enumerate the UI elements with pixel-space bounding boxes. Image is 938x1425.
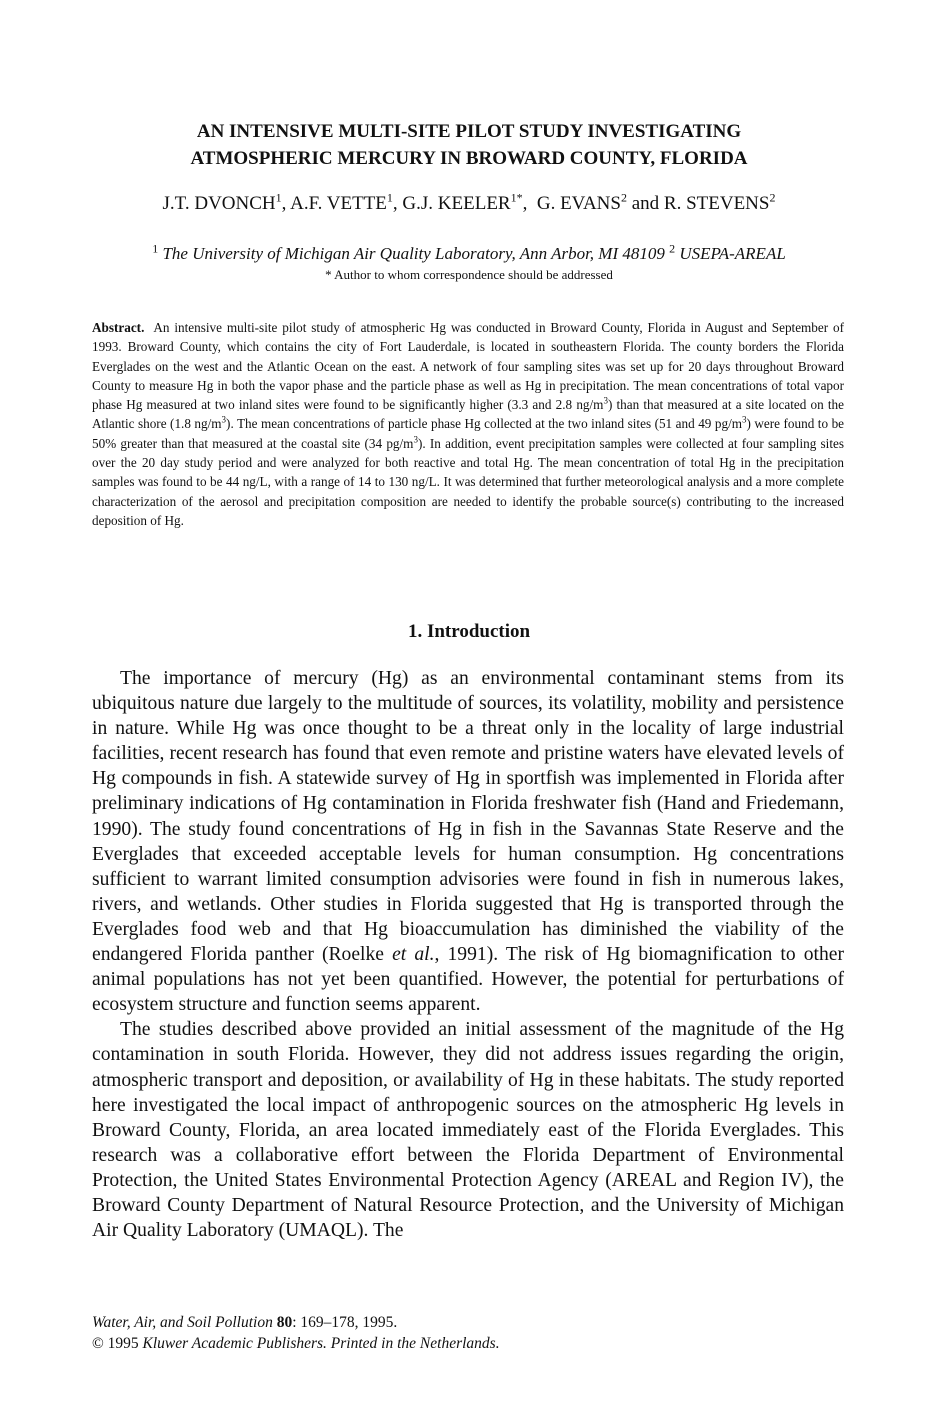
journal-name: Water, Air, and Soil Pollution xyxy=(92,1314,273,1331)
copyright-year: © 1995 xyxy=(92,1335,139,1352)
abstract xyxy=(92,318,844,530)
citation-etal: et al. xyxy=(392,944,435,966)
title-line-2: ATMOSPHERIC MERCURY IN BROWARD COUNTY, FLORIDA xyxy=(190,148,748,169)
author-affil-marker: 2 xyxy=(769,190,776,205)
affiliations xyxy=(60,243,878,265)
superscript: 3 xyxy=(221,415,227,426)
paragraph-text: The importance of mercury (Hg) as an environmental contaminant stems from its ubiquitous nature due largely to the multitude of sources, its volatility, mobility and persistence in nature. While Hg was once thought to be a threat only in the locality of large industrial facilities, recent research has found that even remote and pristine waters have elevated levels of Hg compounds in fish. A statewide survey of Hg in sportfish was implemented in Florida after preliminary indications of Hg contamination in Florida freshwater fish (Hand and Friedemann, 1990). The study found concentrations of Hg in fish in the Savannas State Reserve and the Everglades that exceeded acceptable levels for human consumption. Hg concentrations sufficient to warrant limited consumption advisories were found in fish in numerous lakes, rivers, and wetlands. Other studies in Florida suggested that Hg is transported through the Everglades food web and that Hg bioaccumulation has diminished the viability of the endangered Florida panther (Roelke xyxy=(92,668,844,966)
paragraph: The studies described above provided an initial assessment of the magnitude of the Hg contamination in south Florida. However, they did not address issues regarding the origin, atmospheric transport and deposition, or availability of Hg in these habitats. The study reported here investigated the local impact of anthropogenic sources on the atmospheric Hg levels in Broward County, Florida, an area located immediately east of the Florida Everglades. This research was a collaborative effort between the Florida Department of Environmental Protection, the United States Environmental Protection Agency (AREAL and Region IV), the Broward County Department of Natural Resource Protection, and the University of Michigan Air Quality Laboratory (UMAQL). The xyxy=(92,1019,844,1242)
paragraph-text: , 1991). The risk of Hg biomagnification to other animal populations has not yet been quantified. However, the potential for perturbations of ecosystem structure and function seems apparent. xyxy=(92,944,844,1016)
journal-citation xyxy=(92,1312,844,1333)
affiliation-2: USEPA-AREAL xyxy=(679,244,786,263)
affil-marker: 2 xyxy=(669,241,676,256)
author-name: R. STEVENS xyxy=(663,193,770,214)
abstract-text: An intensive multi-site pilot study of atmospheric Hg was conducted in Broward County, Florida in August and September of 1993. Broward County, which contains the city of Fort Lauderdale, is located in southeastern Florida. The county borders the Florida Everglades on the west and the Atlantic Ocean on the east. A network of four sampling sites was set up for 20 days throughout Broward County to measure Hg in both the vapor phase and the particle phase as well as Hg in precipitation. The mean concentrations of total vapor phase Hg measured at two inland sites were found to be significantly higher (3.3 and 2.8 ng/m xyxy=(92,320,844,413)
correspondence-note: * Author to whom correspondence should be addressed xyxy=(325,267,613,282)
author-affil-marker: 1 xyxy=(275,190,282,205)
publisher-note: Kluwer Academic Publishers. Printed in the Netherlands. xyxy=(142,1335,500,1352)
author-name: A.F. VETTE xyxy=(290,193,387,214)
paragraph xyxy=(92,666,844,1017)
copyright-line xyxy=(92,1333,844,1354)
title-line-1: AN INTENSIVE MULTI-SITE PILOT STUDY INVESTIGATING xyxy=(196,121,742,142)
superscript: 3 xyxy=(413,434,418,445)
page-footer xyxy=(92,1312,844,1354)
author-list: J.T. DVONCH$^1$, A.F. VETTE$^1$, G.J. $KEELER^{1*}$, G. EVANS$^2$ and R. STEVENS$^2$ xyxy=(162,190,776,214)
journal-pages: : 169–178, 1995. xyxy=(292,1314,398,1331)
affiliation-1: The University of Michigan Air Quality Laboratory, Ann Arbor, MI 48109 xyxy=(162,244,665,263)
author-affil-marker: 2 xyxy=(620,190,627,205)
journal-volume: 80 xyxy=(276,1314,293,1331)
introduction-body xyxy=(92,666,844,1243)
superscript: 3 xyxy=(742,415,747,426)
affil-marker: 1 xyxy=(152,241,159,256)
author-conjunction: and xyxy=(631,193,660,214)
abstract-text: ). The mean concentrations of particle phase Hg collected at the two inland sites (51 and 49 pg/m xyxy=(226,416,743,432)
superscript: 3 xyxy=(603,395,608,406)
abstract-text: ). In addition, event precipitation samples were collected at four sampling sites over the 20 day study period and were analyzed for both reactive and total Hg. The mean concentration of total Hg in the precipitation samples was found to be 44 ng/L, with a range of 14 to 130 ng/L. It was determined that further meteorological analysis and a more complete characterization of the aerosol and precipitation composition are needed to identify the probable source(s) contributing to the increased deposition of Hg. xyxy=(92,435,844,528)
paper-title xyxy=(100,118,838,172)
author-name: J.T. DVONCH xyxy=(162,193,276,214)
abstract-text: ) than that measured at a site located on the Atlantic shore (1.8 ng/m xyxy=(92,397,844,432)
author-name: G.J. KEELER xyxy=(402,193,511,214)
section-heading: 1. Introduction xyxy=(407,621,531,642)
author-affil-marker: 1 xyxy=(386,190,393,205)
author-name: G. EVANS xyxy=(536,193,621,214)
abstract-label: Abstract. xyxy=(92,320,145,335)
author-affil-marker: 1* xyxy=(510,190,523,205)
abstract-text: ) were found to be 50% greater than that measured at the coastal site (34 pg/m xyxy=(92,416,845,451)
